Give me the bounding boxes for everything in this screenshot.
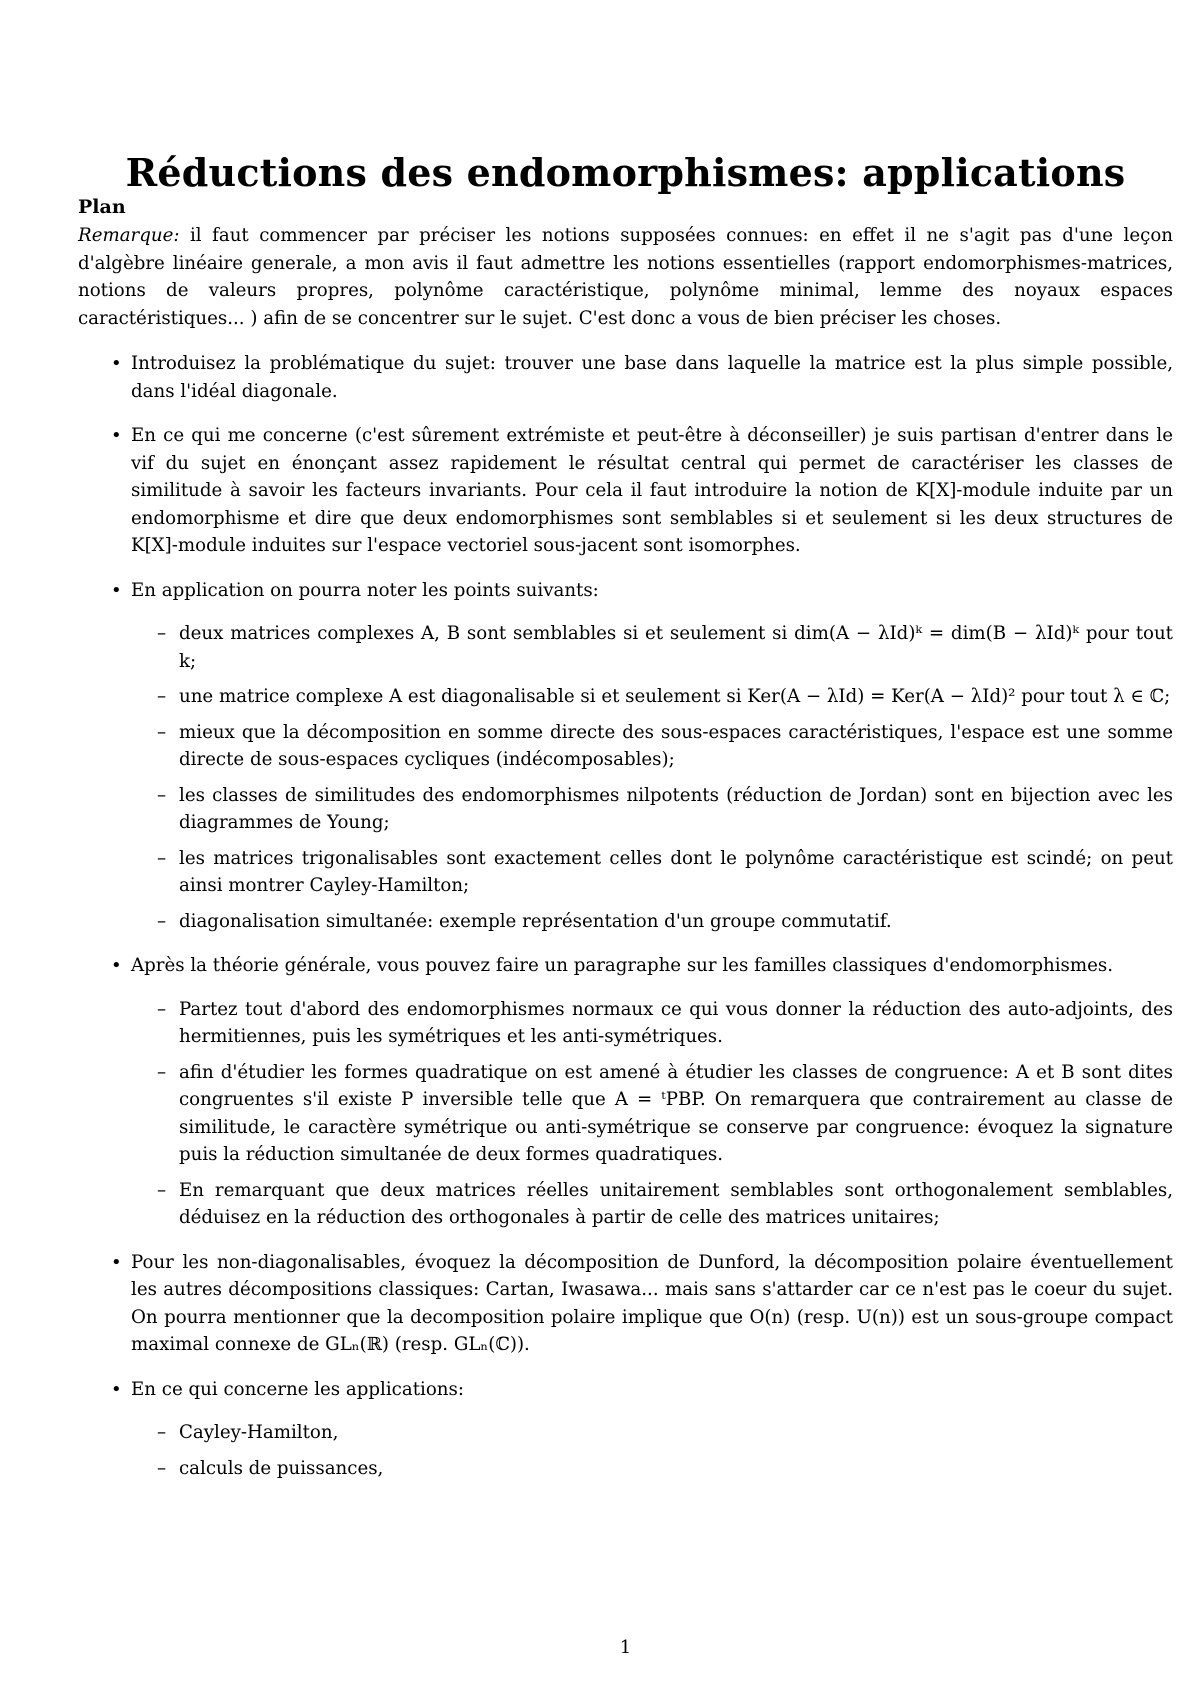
sub-item: – diagonalisation simultanée: exemple représentation d'un groupe commutatif. <box>131 908 1173 936</box>
sub-item: – mieux que la décomposition en somme directe des sous-espaces caractéristiques, l'espace est une somme directe de sous-espaces cycliques (indécomposables); <box>131 719 1173 774</box>
plan-heading: Plan <box>78 196 126 218</box>
sub-item: – calculs de puissances, <box>131 1455 1173 1483</box>
document-body <box>78 222 1173 1499</box>
sub-item: – une matrice complexe A est diagonalisable si et seulement si Ker(A − λId) = Ker(A − λId)² pour tout λ ∈ ℂ; <box>131 683 1173 711</box>
sub-list <box>131 620 1173 935</box>
bullet-item <box>78 422 1173 560</box>
sub-item: – En remarquant que deux matrices réelles unitairement semblables sont orthogonalement semblables, déduisez en la réduction des orthogonales à partir de celle des matrices unitaires; <box>131 1177 1173 1232</box>
bullet-text: En application on pourra noter les points suivants: <box>131 579 599 601</box>
sub-item: – Cayley-Hamilton, <box>131 1419 1173 1447</box>
bullet-list <box>78 350 1173 1482</box>
document-page <box>78 0 1173 1698</box>
bullet-item <box>78 952 1173 1232</box>
sub-item: – Partez tout d'abord des endomorphismes normaux ce qui vous donner la réduction des auto-adjoints, des hermitiennes, puis les symétriques et les anti-symétriques. <box>131 996 1173 1051</box>
bullet-text: En ce qui concerne les applications: <box>131 1378 464 1400</box>
page-number: 1 <box>619 1637 632 1658</box>
remark-paragraph <box>78 222 1173 332</box>
sub-list <box>131 1419 1173 1482</box>
remark-label: Remarque: <box>78 225 180 246</box>
bullet-item <box>78 577 1173 936</box>
sub-list <box>131 996 1173 1232</box>
bullet-text: Après la théorie générale, vous pouvez faire un paragraphe sur les familles classiques d'endomorphismes. <box>131 955 1114 976</box>
sub-item: – afin d'étudier les formes quadratique on est amené à étudier les classes de congruence: A et B sont dites congruentes s'il existe P inversible telle que A = ᵗPBP. On remarquera que contrairement au classe de similitude, le caractère symétrique ou anti-symétrique se conserve par congruence: évoquez la signature puis la réduction simultanée de deux formes quadratiques. <box>131 1059 1173 1169</box>
remark-text: il faut commencer par préciser les notions supposées connues: en effet il ne s'agit pas d'une leçon d'algèbre linéaire generale, a mon avis il faut admettre les notions essentielles (rapport endomorphismes-matrices, notions de valeurs propres, polynôme caractéristique, polynôme minimal, lemme des noyaux espaces caractéristiques... ) afin de se concentrer sur le sujet. C'est donc a vous de bien préciser les choses. <box>78 225 1173 329</box>
document-title: Réductions des endomorphismes: applications <box>125 150 1126 195</box>
sub-item: – les matrices trigonalisables sont exactement celles dont le polynôme caractéristique est scindé; on peut ainsi montrer Cayley-Hamilton; <box>131 845 1173 900</box>
bullet-text: En ce qui me concerne (c'est sûrement extrémiste et peut-être à déconseiller) je suis partisan d'entrer dans le vif du sujet en énonçant assez rapidement le résultat central qui permet de caractériser les classes de similitude à savoir les facteurs invariants. Pour cela il faut introduire la notion de K[X]-module induite par un endomorphisme et dire que deux endomorphismes sont semblables si et seulement si les deux structures de K[X]-module induites sur l'espace vectoriel sous-jacent sont isomorphes. <box>131 425 1173 556</box>
sub-item: – deux matrices complexes A, B sont semblables si et seulement si dim(A − λId)ᵏ = dim(B − λId)ᵏ pour tout k; <box>131 620 1173 675</box>
bullet-text: Introduisez la problématique du sujet: trouver une base dans laquelle la matrice est la plus simple possible, dans l'idéal diagonale. <box>131 353 1173 402</box>
bullet-text: Pour les non-diagonalisables, évoquez la décomposition de Dunford, la décomposition polaire éventuellement les autres décompositions classiques: Cartan, Iwasawa... mais sans s'attarder car ce n'est pas le coeur du sujet. On pourra mentionner que la decomposition polaire implique que O(n) (resp. U(n)) est un sous-groupe compact maximal connexe de GLₙ(ℝ) (resp. GLₙ(ℂ)). <box>131 1251 1173 1355</box>
bullet-item <box>78 1376 1173 1483</box>
bullet-item <box>78 1249 1173 1359</box>
sub-item: – les classes de similitudes des endomorphismes nilpotents (réduction de Jordan) sont en bijection avec les diagrammes de Young; <box>131 782 1173 837</box>
bullet-item <box>78 350 1173 405</box>
